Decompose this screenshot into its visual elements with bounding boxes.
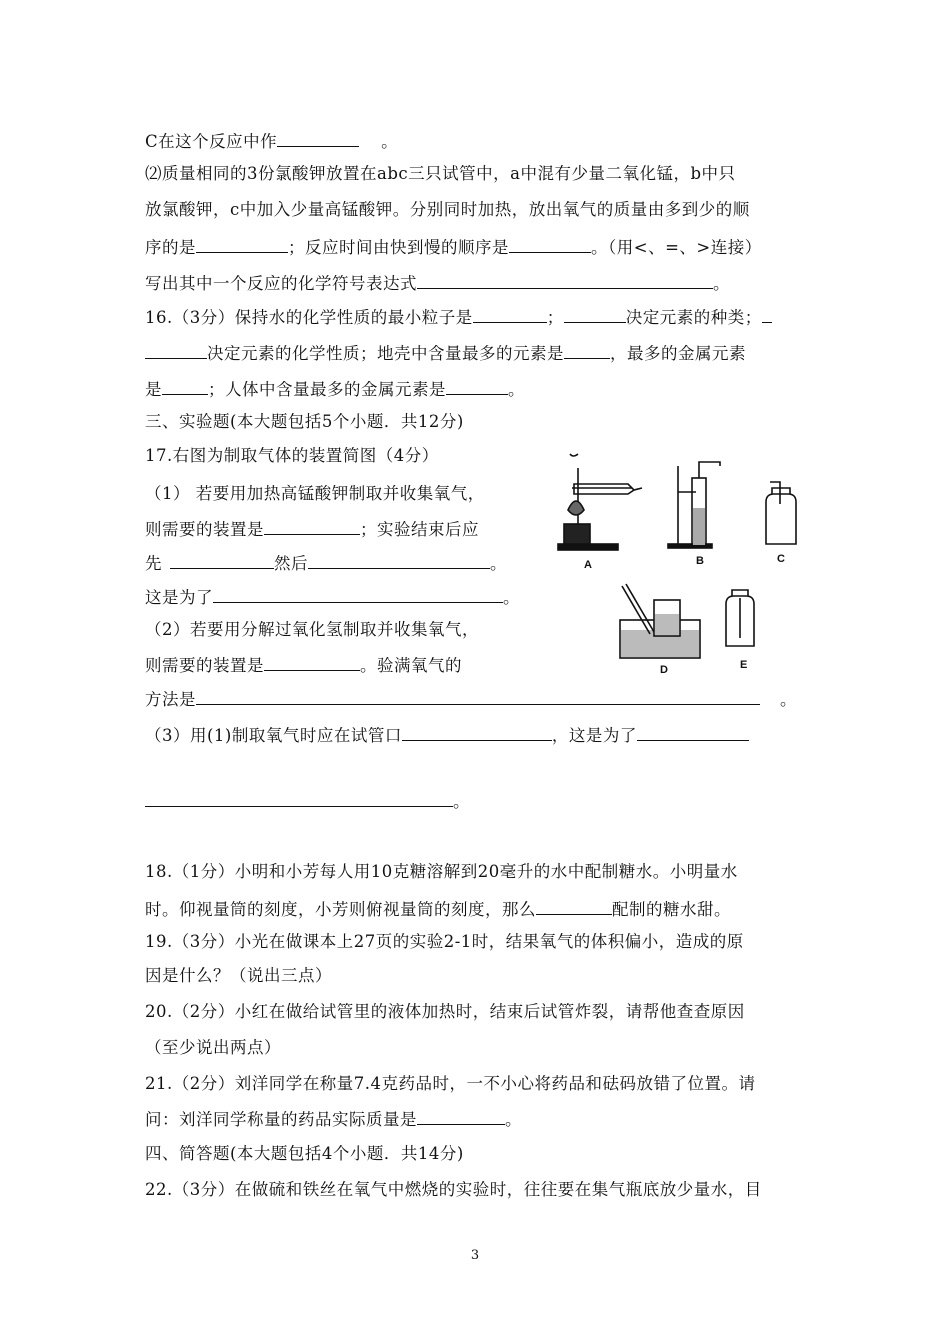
text: 这是为了 <box>145 588 213 607</box>
mark-glyph <box>570 454 578 456</box>
text: 写出其中一个反应的化学符号表达式 <box>145 274 417 293</box>
page-number: 3 <box>470 1248 480 1263</box>
text-line <box>145 552 507 574</box>
text: C在这个反应中作 <box>145 132 278 151</box>
text: ，最多的金属元素 <box>610 344 746 363</box>
text: ；人体中含量最多的金属元素是 <box>208 380 446 399</box>
text: 方法是 <box>145 690 196 709</box>
answer-blank[interactable] <box>417 272 713 289</box>
text: 配制的糖水甜。 <box>612 900 731 919</box>
answer-blank[interactable] <box>564 306 626 323</box>
apparatus-e <box>726 590 754 671</box>
text: （3）用(1)制取氧气时应在试管口 <box>145 726 402 745</box>
label-b: B <box>696 555 704 567</box>
text: ； <box>546 308 564 327</box>
text: 。 <box>490 554 507 573</box>
text-line <box>145 378 525 400</box>
answer-blank[interactable] <box>264 654 360 671</box>
text-line <box>145 1108 522 1130</box>
answer-blank[interactable] <box>170 552 274 569</box>
answer-blank[interactable] <box>509 236 591 253</box>
apparatus-c <box>766 482 796 565</box>
text: 问：刘洋同学称量的药品实际质量是 <box>145 1110 417 1129</box>
answer-blank[interactable] <box>162 378 208 395</box>
text: 16.（3分）保持水的化学性质的最小粒子是 <box>145 308 473 327</box>
text: 则需要的装置是 <box>145 656 264 675</box>
text-line <box>145 236 762 258</box>
answer-blank[interactable] <box>145 342 207 359</box>
answer-blank[interactable] <box>564 342 610 359</box>
text: 则需要的装置是 <box>145 520 264 539</box>
text-line: 因是什么？（说出三点） <box>145 966 332 985</box>
text-line <box>145 790 470 812</box>
text: 然后 <box>274 554 308 573</box>
text: 。 <box>453 792 470 811</box>
answer-blank[interactable] <box>446 378 508 395</box>
text: 。（用<、=、>连接） <box>591 238 762 257</box>
answer-blank[interactable] <box>417 1108 505 1125</box>
question-19: 19.（3分）小光在做课本上27页的实验2-1时，结果氧气的体积偏小，造成的原 <box>145 932 744 951</box>
answer-blank[interactable] <box>308 552 490 569</box>
apparatus-figure <box>550 448 810 688</box>
answer-blank[interactable] <box>213 586 503 603</box>
text: 。 <box>503 588 520 607</box>
text-line <box>145 586 520 608</box>
text: 。验满氧气的 <box>360 656 462 675</box>
text: 。 <box>713 274 730 293</box>
text-line <box>145 518 479 540</box>
question-20: 20.（2分）小红在做给试管里的液体加热时，结束后试管炸裂，请帮他查查原因 <box>145 1002 745 1021</box>
question-18: 18.（1分）小明和小芳每人用10克糖溶解到20毫升的水中配制糖水。小明量水 <box>145 862 738 881</box>
text-line <box>145 688 797 710</box>
answer-blank[interactable] <box>762 306 772 323</box>
apparatus-b <box>668 462 720 567</box>
text: 决定元素的化学性质；地壳中含量最多的元素是 <box>207 344 564 363</box>
section-heading: 三、实验题(本大题包括5个小题．共12分) <box>145 412 464 431</box>
text: 。 <box>780 690 797 709</box>
text: 时。仰视量筒的刻度，小芳则俯视量筒的刻度，那么 <box>145 900 536 919</box>
text: 。 <box>508 380 525 399</box>
label-e: E <box>740 659 748 671</box>
answer-blank[interactable] <box>196 688 760 705</box>
text-line <box>145 898 731 920</box>
label-c: C <box>777 553 785 565</box>
text: 决定元素的种类； <box>625 308 762 327</box>
text: 序的是 <box>145 238 196 257</box>
answer-blank[interactable] <box>473 306 547 323</box>
question-21: 21.（2分）刘洋同学在称量7.4克药品时，一不小心将药品和砝码放错了位置。请 <box>145 1074 756 1093</box>
question-22: 22.（3分）在做硫和铁丝在氧气中燃烧的实验时，往往要在集气瓶底放少量水，目 <box>145 1180 762 1199</box>
answer-blank[interactable] <box>536 898 612 915</box>
text-line: （至少说出两点） <box>145 1038 281 1057</box>
text: 。 <box>381 132 399 151</box>
answer-blank[interactable] <box>277 130 359 147</box>
apparatus-a <box>558 468 642 571</box>
text: ；反应时间由快到慢的顺序是 <box>288 238 509 257</box>
label-a: A <box>584 559 592 571</box>
question-16 <box>145 306 772 328</box>
text: 先 <box>145 554 162 573</box>
apparatus-d <box>620 584 700 676</box>
question-17: 17.右图为制取气体的装置简图（4分） <box>145 446 439 465</box>
text-line <box>145 654 462 676</box>
text-line <box>145 272 730 294</box>
section-heading: 四、简答题(本大题包括4个小题．共14分) <box>145 1144 464 1163</box>
answer-blank[interactable] <box>145 790 453 807</box>
text-line: ⑵质量相同的3份氯酸钾放置在abc三只试管中，a中混有少量二氧化锰，b中只 <box>145 164 736 183</box>
text: 。 <box>505 1110 522 1129</box>
answer-blank[interactable] <box>264 518 360 535</box>
label-d: D <box>660 664 668 676</box>
text: ，这是为了 <box>551 726 637 745</box>
answer-blank[interactable] <box>196 236 288 253</box>
answer-blank[interactable] <box>637 724 749 741</box>
text-line <box>145 130 398 152</box>
text-line: 放氯酸钾，c中加入少量高锰酸钾。分别同时加热，放出氧气的质量由多到少的顺 <box>145 200 750 219</box>
text: ；实验结束后应 <box>360 520 479 539</box>
text-line: （1） 若要用加热高锰酸钾制取并收集氧气， <box>145 484 485 503</box>
text-line <box>145 724 749 746</box>
text: 是 <box>145 380 162 399</box>
text-line <box>145 342 746 364</box>
answer-blank[interactable] <box>402 724 552 741</box>
text-line: （2）若要用分解过氧化氢制取并收集氧气， <box>145 620 479 639</box>
